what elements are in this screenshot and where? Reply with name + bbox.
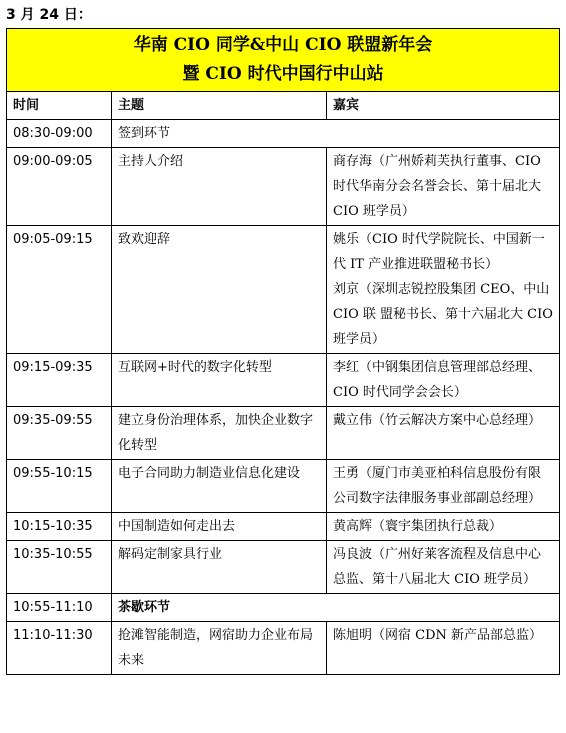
time-cell: 11:10-11:30: [7, 622, 112, 675]
topic-cell: 解码定制家具行业: [112, 541, 327, 594]
time-cell: 09:00-09:05: [7, 148, 112, 226]
topic-cell: 茶歇环节: [112, 594, 560, 622]
topic-cell: 抢滩智能制造，网宿助力企业布局未来: [112, 622, 327, 675]
table-row: [7, 407, 560, 460]
date-heading: 3 月 24 日：: [6, 7, 92, 23]
header-row: [7, 92, 560, 120]
table-row: [7, 120, 560, 148]
time-cell: 10:35-10:55: [7, 541, 112, 594]
table-row: [7, 622, 560, 675]
topic-cell: 互联网+时代的数字化转型: [112, 354, 327, 407]
table-row: [7, 226, 560, 354]
time-cell: 10:55-11:10: [7, 594, 112, 622]
guest-entry: 刘京（深圳志锐控股集团 CEO、中山 CIO 联 盟秘书长、第十六届北大 CIO 班学员）: [333, 282, 553, 347]
event-title: [7, 29, 560, 92]
guest-cell: 陈旭明（网宿 CDN 新产品部总监）: [327, 622, 560, 675]
header-time: 时间: [7, 92, 112, 120]
topic-cell: 签到环节: [112, 120, 560, 148]
time-cell: 09:05-09:15: [7, 226, 112, 354]
topic-cell: 主持人介绍: [112, 148, 327, 226]
table-row: [7, 354, 560, 407]
time-cell: 10:15-10:35: [7, 513, 112, 541]
table-row: [7, 594, 560, 622]
topic-cell: 中国制造如何走出去: [112, 513, 327, 541]
event-title-line1: 华南 CIO 同学&中山 CIO 联盟新年会: [133, 35, 433, 55]
topic-cell: 致欢迎辞: [112, 226, 327, 354]
agenda-table: [6, 28, 560, 675]
topic-cell: 建立身份治理体系，加快企业数字化转型: [112, 407, 327, 460]
time-cell: 09:55-10:15: [7, 460, 112, 513]
topic-cell: 电子合同助力制造业信息化建设: [112, 460, 327, 513]
guest-cell: 黄高辉（寰宇集团执行总裁）: [327, 513, 560, 541]
guest-cell: [327, 226, 560, 354]
guest-cell: 王勇（厦门市美亚柏科信息股份有限公司数字法律服务事业部副总经理）: [327, 460, 560, 513]
time-cell: 08:30-09:00: [7, 120, 112, 148]
table-row: [7, 513, 560, 541]
guest-cell: 李红（中钢集团信息管理部总经理、CIO 时代同学会会长）: [327, 354, 560, 407]
title-row: [7, 29, 560, 92]
time-cell: 09:15-09:35: [7, 354, 112, 407]
event-title-line2: 暨 CIO 时代中国行中山站: [182, 64, 384, 84]
header-guest: 嘉宾: [327, 92, 560, 120]
header-topic: 主题: [112, 92, 327, 120]
table-row: [7, 148, 560, 226]
guest-cell: 戴立伟（竹云解决方案中心总经理）: [327, 407, 560, 460]
time-cell: 09:35-09:55: [7, 407, 112, 460]
table-row: [7, 541, 560, 594]
table-row: [7, 460, 560, 513]
guest-cell: 冯良波（广州好莱客流程及信息中心总监、第十八届北大 CIO 班学员）: [327, 541, 560, 594]
guest-cell: 商存海（广州娇莉芙执行董事、CIO 时代华南分会名誉会长、第十届北大 CIO 班学员）: [327, 148, 560, 226]
guest-entry: 姚乐（CIO 时代学院院长、中国新一代 IT 产业推进联盟秘书长）: [333, 232, 545, 272]
